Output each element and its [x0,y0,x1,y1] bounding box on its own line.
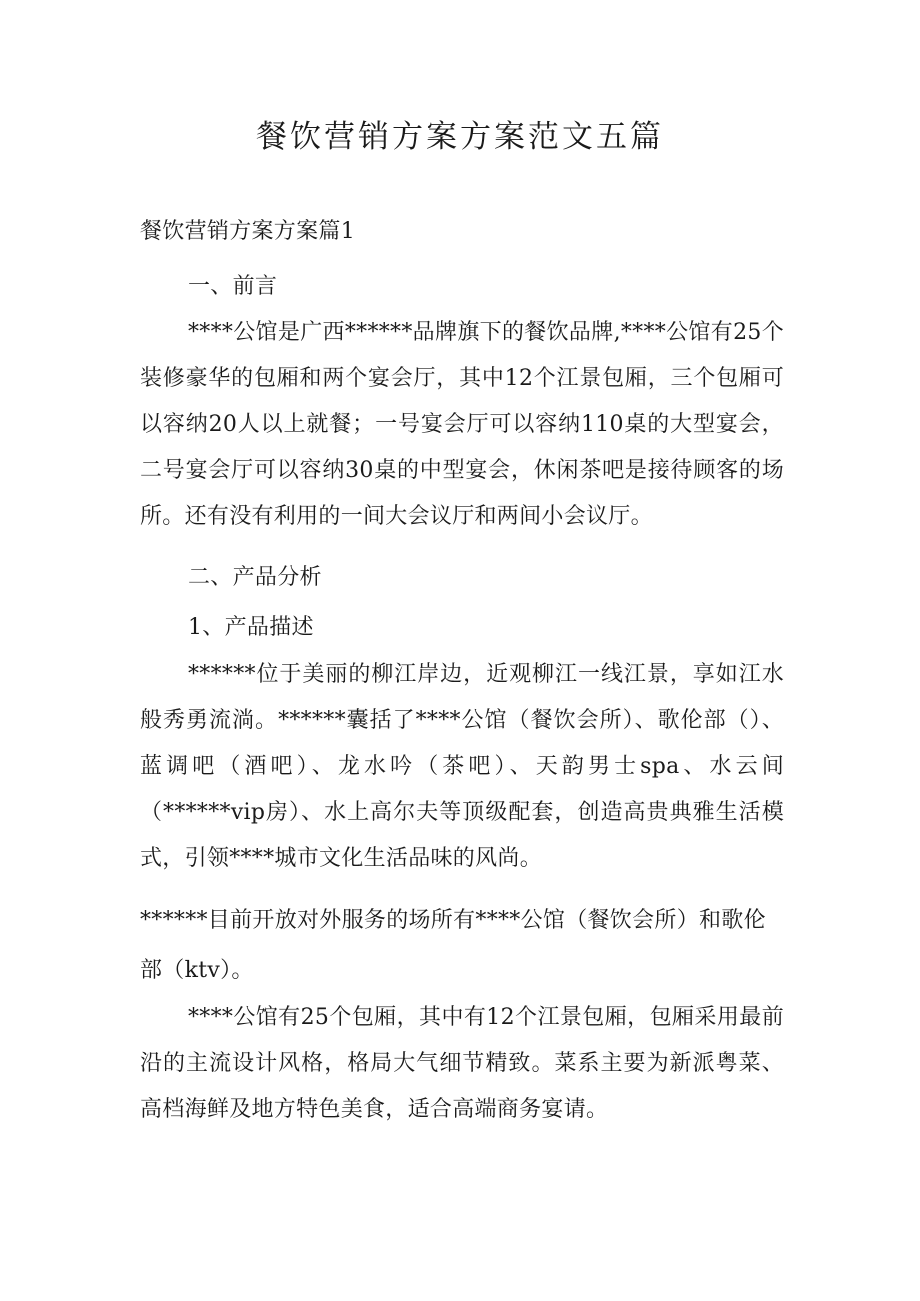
paragraph-open-line-1: ******目前开放对外服务的场所有****公馆（餐饮会所）和歌伦 [140,908,766,933]
paragraph-open-line-2: 部（ktv）。 [140,958,254,983]
paragraph-location-text: ******位于美丽的柳江岸边，近观柳江一线江景，享如江水般秀勇流淌。******囊括了****公馆（餐饮会所）、歌伦部（）、蓝调吧（酒吧）、龙水吟（茶吧）、天韵男士spa、水云间（******vip房）、水上高尔夫等顶级配套，创造高贵典雅生活模式，引领****城市文化生活品味的风尚。 [140,662,784,871]
paragraph-intro [140,310,784,540]
section-heading: 餐饮营销方案方案篇1 [140,219,355,244]
heading-product-analysis: 二、产品分析 [188,565,322,590]
paragraph-rooms-text: ****公馆有25个包厢，其中有12个江景包厢，包厢采用最前沿的主流设计风格，格局大气细节精致。菜系主要为新派粤菜、高档海鲜及地方特色美食，适合高端商务宴请。 [140,1005,784,1122]
heading-preface: 一、前言 [188,274,278,299]
heading-product-description: 1、产品描述 [188,615,314,640]
paragraph-rooms [140,995,784,1133]
paragraph-intro-text: ****公馆是广西******品牌旗下的餐饮品牌,****公馆有25个装修豪华的包厢和两个宴会厅，其中12个江景包厢，三个包厢可以容纳20人以上就餐；一号宴会厅可以容纳110桌的大型宴会，二号宴会厅可以容纳30桌的中型宴会，休闲茶吧是接待顾客的场所。还有没有利用的一间大会议厅和两间小会议厅。 [140,320,784,529]
document-title: 餐饮营销方案方案范文五篇 [256,119,664,155]
paragraph-location [140,652,784,882]
